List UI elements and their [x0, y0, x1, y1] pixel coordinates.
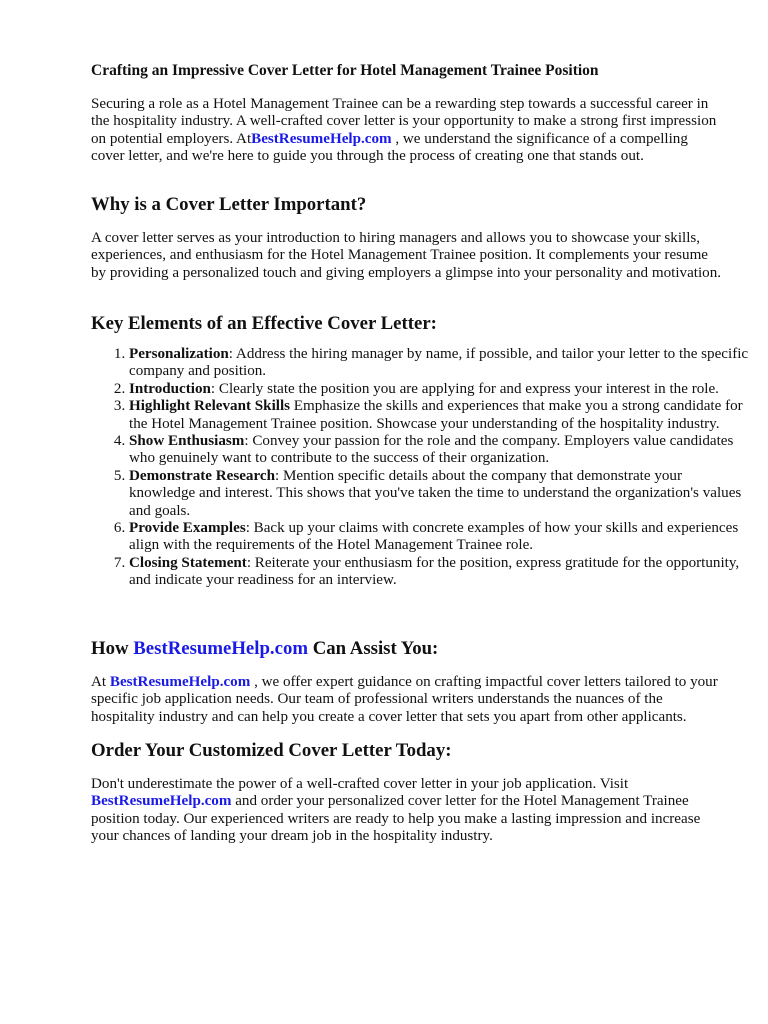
order-text-after: and order your personalized cover letter for the Hotel Management Trainee position today. Our experienced writers are ready to help you make a lasting impression and increase your chances of landing your dream job in the hospitality industry.: [91, 793, 701, 845]
list-item-text: : Reiterate your enthusiasm for the position, express gratitude for the opportunity, and indicate your readiness for an interview.: [129, 554, 740, 589]
intro-site-link[interactable]: BestResumeHelp.com: [251, 130, 392, 147]
list-item: [129, 346, 749, 381]
intro-paragraph: [91, 96, 723, 166]
order-heading: Order Your Customized Cover Letter Today:: [91, 740, 452, 761]
list-item: [129, 468, 749, 520]
list-item-term: Introduction: [129, 380, 211, 397]
order-site-link[interactable]: BestResumeHelp.com: [91, 793, 232, 810]
assist-heading: [91, 638, 438, 660]
assist-heading-before: How: [91, 638, 134, 659]
list-item: [129, 520, 749, 555]
list-item-text: Emphasize the skills and experiences that make you a strong candidate for the Hotel Management Trainee position. Showcase your understanding of the hospitality industry.: [129, 398, 743, 432]
intro-text-after: , we understand the significance of a compelling cover letter, and we're here to guide you through the process of creating one that stands out.: [91, 130, 688, 165]
assist-paragraph: [91, 674, 723, 726]
list-item-term: Closing Statement: [129, 554, 247, 571]
order-text-before: Don't underestimate the power of a well-crafted cover letter in your job application. Visit: [91, 776, 629, 792]
list-item-text: : Clearly state the position you are applying for and express your interest in the role.: [210, 380, 719, 397]
list-item-term: Provide Examples: [129, 520, 246, 537]
assist-site-link[interactable]: BestResumeHelp.com: [109, 674, 251, 690]
list-item-term: Demonstrate Research: [129, 467, 275, 484]
assist-text-after: , we offer expert guidance on crafting impactful cover letters tailored to your specific job application needs. Our team of professional writers understands the nuances of the hospitality industry and can help you create a cover letter that sets you apart from other applicants.: [91, 674, 718, 725]
list-item: [129, 398, 749, 433]
assist-heading-after: Can Assist You:: [308, 638, 439, 659]
list-item: [129, 555, 749, 590]
list-item-term: Show Enthusiasm: [129, 433, 245, 450]
elements-heading: Key Elements of an Effective Cover Letter:: [91, 313, 437, 334]
list-item-term: Personalization: [129, 346, 229, 362]
intro-text-before: Securing a role as a Hotel Management Trainee can be a rewarding step towards a successful career in the hospitality industry. A well-crafted cover letter is your opportunity to make a strong first impression on potential employers. At: [91, 96, 717, 147]
list-item-term: Highlight Relevant Skills: [129, 398, 291, 415]
list-item-text: : Address the hiring manager by name, if possible, and tailor your letter to the specific company and position.: [129, 346, 749, 380]
why-paragraph: A cover letter serves as your introduction to hiring managers and allows you to showcase your skills, experiences, and enthusiasm for the Hotel Management Trainee position. It complements your resume by providing a personalized touch and giving employers a glimpse into your personality and motivation.: [91, 230, 722, 281]
assist-text-before: At: [91, 674, 110, 690]
assist-heading-link[interactable]: BestResumeHelp.com: [133, 638, 309, 659]
document-title: Crafting an Impressive Cover Letter for Hotel Management Trainee Position: [91, 62, 599, 79]
elements-list: [91, 346, 749, 590]
list-item: [129, 381, 749, 398]
order-paragraph: [91, 776, 723, 846]
list-item: [129, 433, 749, 468]
list-item-text: : Convey your passion for the role and the company. Employers value candidates who genuinely want to contribute to the success of their organization.: [129, 433, 734, 467]
why-heading: Why is a Cover Letter Important?: [91, 194, 367, 215]
list-item-text: : Back up your claims with concrete examples of how your skills and experiences align with the requirements of the Hotel Management Trainee role.: [129, 520, 739, 554]
list-item-text: : Mention specific details about the company that demonstrate your knowledge and interest. This shows that you've taken the time to understand the organization's values and goals.: [129, 467, 742, 519]
